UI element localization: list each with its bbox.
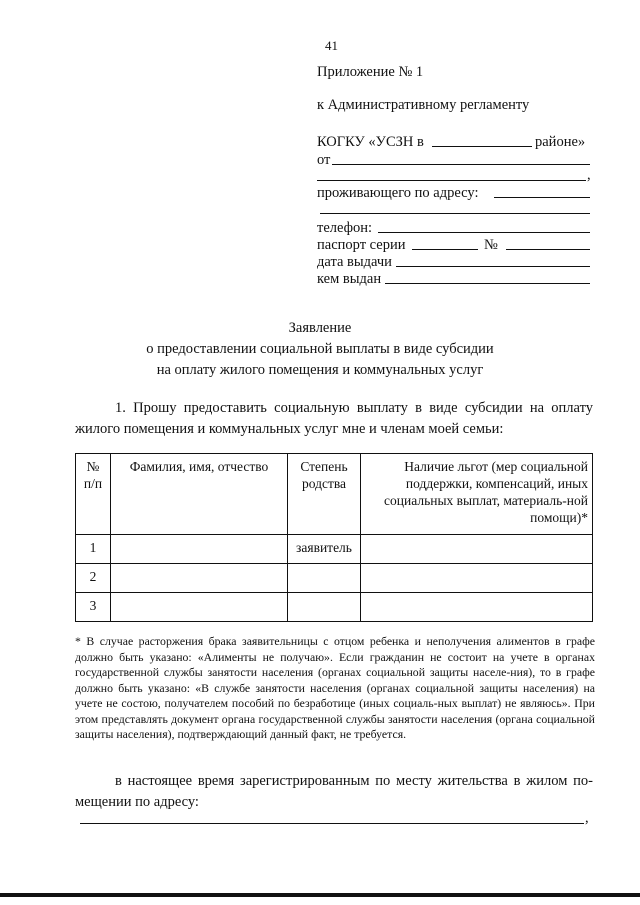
from-blank-line-2[interactable] [317,180,586,181]
footnote: * В случае расторжения брака заявительницы с отцом ребенка и неполучения алиментов в графе должно быть указано: «Алименты не получаю». Если гражданин не состоит на учете в органах государственной службы занятости населения (органах социальной защиты населе-ния), то в графе должно быть указано: «В службе занятости населения (органах социальной защиты населения) на учете не состою, получателем пособий по безработице (иных социаль-ных выплат) не являюсь». При этом представлять документ органа государственной службы занятости населения (органа социальной защиты населения), подтверждающий данный факт, не требуется. [75,634,595,741]
address-end-comma: , [585,810,589,826]
table-header-row [76,454,593,535]
issued-by-label: кем выдан [317,271,382,287]
relationship-cell: заявитель [288,535,361,564]
kogku-prefix: КОГКУ «УСЗН в [317,134,424,150]
from-blank-line[interactable] [332,164,590,165]
passport-number-blank-line[interactable] [506,249,590,250]
full-name-cell[interactable] [111,564,288,593]
regulation-label: к Административному регламенту [317,97,530,113]
address-blank-line-2[interactable] [320,213,590,214]
document-title: Заявление [288,320,352,336]
document-subtitle-1: о предоставлении социальной выплаты в виде субсидии [146,341,494,357]
request-paragraph: 1. Прошу предоставить социальную выплату в виде субсидии на оплату жилого помещения и коммунальных услуг мне и членам моей семьи: [75,400,593,437]
table-row [76,564,593,593]
full-name-cell[interactable] [111,593,288,622]
passport-number-label: № [484,237,498,253]
full-name-cell[interactable] [111,535,288,564]
document-subtitle-2: на оплату жилого помещения и коммунальных услуг [156,362,484,378]
address-blank-line[interactable] [494,197,590,198]
relationship-cell[interactable] [288,593,361,622]
page-bottom-border [0,893,640,897]
appendix-label: Приложение № 1 [317,64,424,80]
table-row [76,593,593,622]
benefits-cell[interactable] [361,535,593,564]
column-header-relationship: Степень родства [288,454,361,535]
column-header-benefits: Наличие льгот (мер социальной поддержки, компенсаций, иных социальных выплат, материаль-ной помощи)* [361,454,593,535]
phone-blank-line[interactable] [378,232,590,233]
family-members-table [75,453,593,622]
page-number: 41 [325,38,338,53]
residing-label: проживающего по адресу: [317,185,479,201]
kogku-suffix: районе» [535,134,586,150]
passport-series-label: паспорт серии [317,237,406,253]
column-header-full-name: Фамилия, имя, отчество [111,454,288,535]
benefits-cell[interactable] [361,564,593,593]
issued-by-blank-line[interactable] [385,283,590,284]
district-blank-line[interactable] [432,146,532,147]
from-label: от [317,152,331,168]
issue-date-label: дата выдачи [317,254,392,270]
column-header-number: № п/п [76,454,111,535]
row-number-cell: 1 [76,535,111,564]
registration-address-blank-line[interactable] [80,823,584,824]
relationship-cell[interactable] [288,564,361,593]
issue-date-blank-line[interactable] [396,266,590,267]
row-number-cell: 3 [76,593,111,622]
passport-series-blank-line[interactable] [412,249,478,250]
phone-label: телефон: [317,220,373,236]
benefits-cell[interactable] [361,593,593,622]
registration-paragraph: в настоящее время зарегистрированным по месту жительства в жилом по-мещении по адресу: [75,773,593,810]
table-row [76,535,593,564]
row-number-cell: 2 [76,564,111,593]
comma-mark: , [587,167,591,183]
